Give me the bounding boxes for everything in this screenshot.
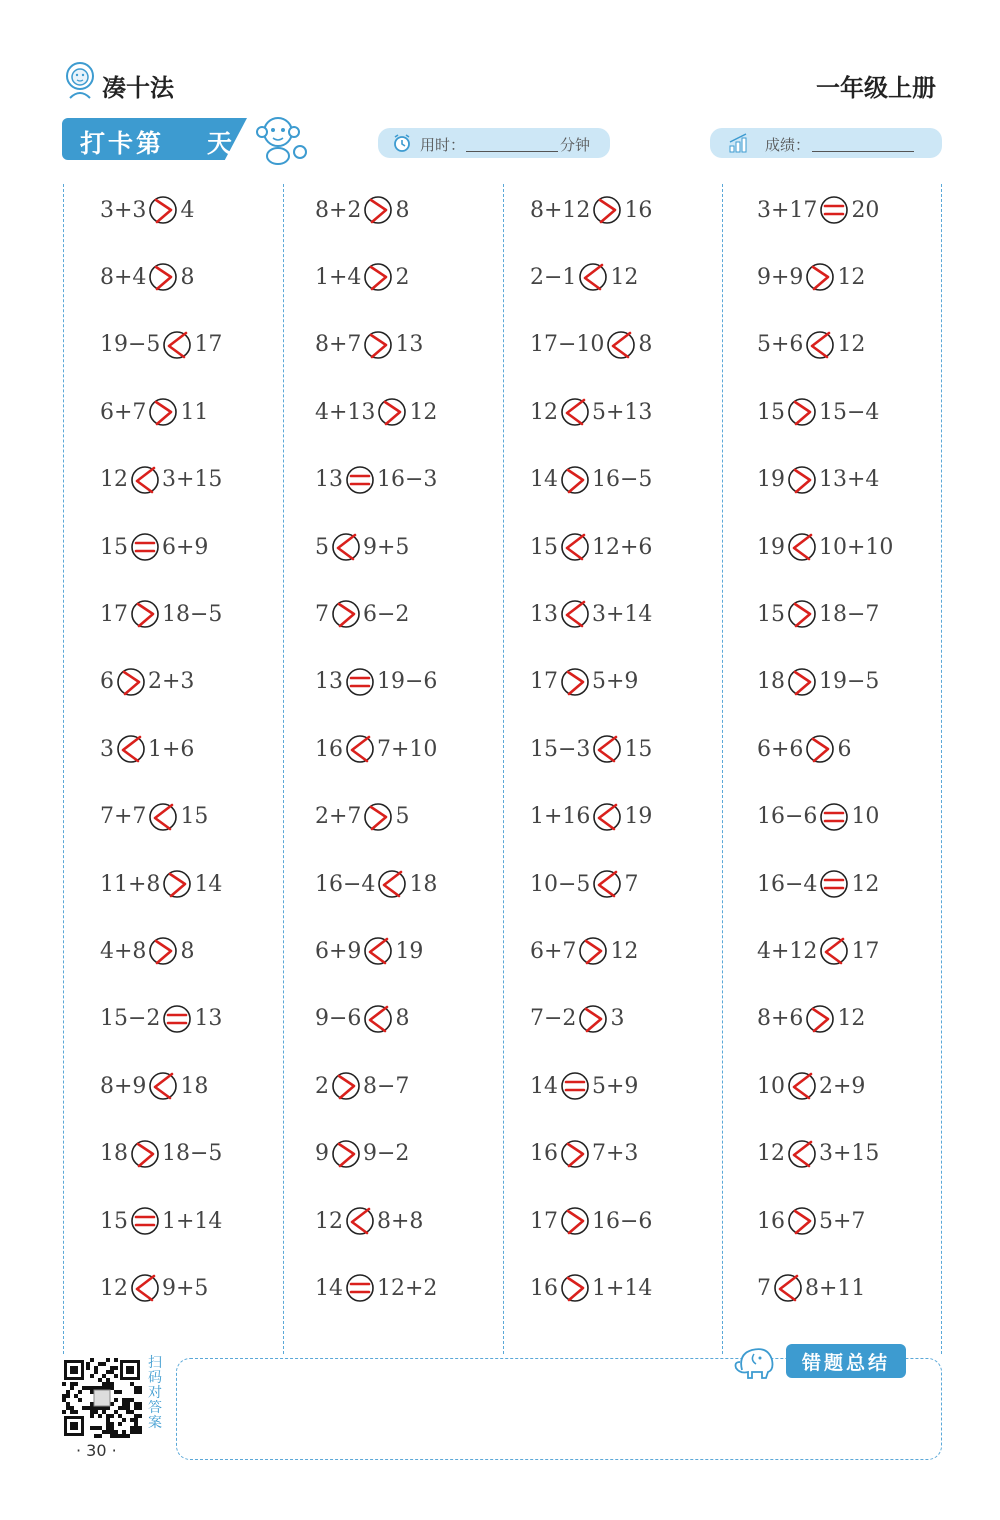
problem-left: 6+7 [100,399,147,425]
problem-left: 18 [100,1141,128,1167]
problem-row [757,1203,865,1239]
problem-right: 13+4 [819,467,880,493]
problem-left: 7 [315,601,329,627]
problem-left: 16 [530,1275,558,1301]
problem-left: 8+7 [315,332,362,358]
problem-right: 3 [610,1006,625,1032]
problem-right: 9+5 [162,1275,209,1301]
greater-than-mark-icon[interactable] [787,599,817,629]
problem-right: 16 [624,197,653,223]
problem-row [530,933,638,969]
problem-left: 12 [100,1275,128,1301]
problem-row [530,394,652,430]
problem-right: 7+10 [377,736,438,762]
problem-left: 13 [315,669,343,695]
problem-row [530,799,652,835]
greater-than-mark-icon[interactable] [162,869,192,899]
problem-row [100,1136,222,1172]
greater-than-mark-icon[interactable] [787,667,817,697]
problem-row [530,664,638,700]
banner-text-left: 打卡第 [80,129,165,158]
score-input-line[interactable] [812,151,914,152]
problem-row [530,1136,638,1172]
problem-right: 8 [180,264,195,290]
problem-right: 10+10 [819,534,894,560]
problem-left: 9+9 [757,264,804,290]
problem-row [100,1203,222,1239]
less-than-mark-icon[interactable] [773,1273,803,1303]
problem-left: 8+9 [100,1073,147,1099]
problem-row [100,664,194,700]
problem-row [315,933,423,969]
greater-than-mark-icon[interactable] [578,1004,608,1034]
problem-left: 12 [315,1208,343,1234]
greater-than-mark-icon[interactable] [805,1004,835,1034]
problem-right: 12 [837,1006,866,1032]
problem-right: 17 [851,938,880,964]
greater-than-mark-icon[interactable] [130,599,160,629]
greater-than-mark-icon[interactable] [787,397,817,427]
greater-than-mark-icon[interactable] [148,397,178,427]
problem-row [315,1203,423,1239]
less-than-mark-icon[interactable] [116,734,146,764]
problem-right: 5+9 [592,1073,639,1099]
less-than-mark-icon[interactable] [606,330,636,360]
problem-left: 14 [530,467,558,493]
problem-row [757,1270,865,1306]
problem-right: 18−5 [162,601,223,627]
equal-mark-icon[interactable] [345,465,375,495]
problem-left: 15 [757,601,785,627]
problem-row [757,664,879,700]
problem-left: 17 [530,1208,558,1234]
greater-than-mark-icon[interactable] [363,262,393,292]
greater-than-mark-icon[interactable] [130,1139,160,1169]
less-than-mark-icon[interactable] [345,734,375,764]
problem-left: 15 [100,534,128,560]
problem-row [315,1068,409,1104]
problem-row [757,731,851,767]
problem-right: 17 [194,332,223,358]
lion-mascot-icon [62,60,98,100]
problem-row [757,1068,865,1104]
problem-row [100,1270,208,1306]
alarm-clock-icon [392,133,412,153]
problem-left: 15−2 [100,1006,161,1032]
grade-label: 一年级上册 [816,74,936,102]
problem-row [530,259,638,295]
problem-left: 15 [530,534,558,560]
greater-than-mark-icon[interactable] [560,465,590,495]
problem-right: 12 [851,871,880,897]
greater-than-mark-icon[interactable] [787,465,817,495]
problem-left: 6+6 [757,736,804,762]
problem-right: 5 [395,804,410,830]
column-divider [63,184,64,1354]
problem-row [530,731,652,767]
problem-left: 9−6 [315,1006,362,1032]
problem-right: 6 [837,736,852,762]
problem-left: 16−6 [757,804,818,830]
greater-than-mark-icon[interactable] [560,1273,590,1303]
problem-row [315,1270,437,1306]
problem-row [757,1001,865,1037]
problem-row [757,1136,879,1172]
problem-row [315,462,437,498]
problem-row [315,731,437,767]
problem-left: 15−3 [530,736,591,762]
problem-right: 16−3 [377,467,438,493]
problem-left: 15 [757,399,785,425]
problem-right: 5+13 [592,399,653,425]
problem-right: 9+5 [363,534,410,560]
column-divider [941,184,942,1354]
problem-left: 7+7 [100,804,147,830]
problem-right: 6−2 [363,601,410,627]
problem-right: 2+9 [819,1073,866,1099]
problem-row [100,327,222,363]
problem-row [100,1001,222,1037]
less-than-mark-icon[interactable] [787,532,817,562]
less-than-mark-icon[interactable] [130,465,160,495]
problem-left: 4+8 [100,938,147,964]
problem-left: 7 [757,1275,771,1301]
problem-row [100,866,222,902]
greater-than-mark-icon[interactable] [363,330,393,360]
problem-row [757,596,879,632]
problem-row [530,1001,624,1037]
banner-text-right: 天 [207,129,233,158]
problem-row [530,529,652,565]
problem-left: 4+13 [315,399,376,425]
greater-than-mark-icon[interactable] [560,667,590,697]
problem-right: 3+14 [592,601,653,627]
problem-right: 19 [395,938,424,964]
less-than-mark-icon[interactable] [560,397,590,427]
problem-right: 18−7 [819,601,880,627]
problem-row [530,1270,652,1306]
problem-row [315,799,409,835]
problem-row [757,799,879,835]
problem-row [100,596,222,632]
problem-row [100,799,208,835]
problem-row [100,462,222,498]
problem-row [757,462,879,498]
problem-right: 19 [624,804,653,830]
greater-than-mark-icon[interactable] [592,195,622,225]
greater-than-mark-icon[interactable] [377,397,407,427]
problem-row [530,192,652,228]
problem-left: 1+16 [530,804,591,830]
problem-left: 2 [315,1073,329,1099]
problem-left: 4+12 [757,938,818,964]
less-than-mark-icon[interactable] [805,330,835,360]
equal-mark-icon[interactable] [819,802,849,832]
problem-left: 14 [530,1073,558,1099]
greater-than-mark-icon[interactable] [148,262,178,292]
problem-right: 19−5 [819,669,880,695]
problem-row [315,1001,409,1037]
problem-left: 15 [100,1208,128,1234]
problem-row [100,394,208,430]
problem-row [757,933,879,969]
less-than-mark-icon[interactable] [787,1071,817,1101]
problem-row [757,394,879,430]
problem-right: 7 [624,871,639,897]
problem-right: 1+6 [148,736,195,762]
less-than-mark-icon[interactable] [377,869,407,899]
problem-right: 1+14 [592,1275,653,1301]
problem-right: 10 [851,804,880,830]
time-input-line[interactable] [466,151,558,152]
problem-right: 1+14 [162,1208,223,1234]
problem-right: 18 [409,871,438,897]
greater-than-mark-icon[interactable] [331,599,361,629]
problem-left: 8+6 [757,1006,804,1032]
problem-right: 13 [395,332,424,358]
problem-left: 7−2 [530,1006,577,1032]
less-than-mark-icon[interactable] [578,262,608,292]
problem-left: 3 [100,736,114,762]
greater-than-mark-icon[interactable] [805,262,835,292]
problem-row [100,1068,208,1104]
problem-right: 16−5 [592,467,653,493]
problem-left: 19 [757,467,785,493]
problem-row [530,1203,652,1239]
problem-left: 2−1 [530,264,577,290]
problem-row [100,192,194,228]
less-than-mark-icon[interactable] [363,1004,393,1034]
problem-right: 12 [610,938,639,964]
equal-mark-icon[interactable] [130,532,160,562]
column-divider [722,184,723,1354]
problem-right: 12 [610,264,639,290]
score-label: 成绩： [765,136,811,154]
problem-right: 12+2 [377,1275,438,1301]
problem-left: 3+3 [100,197,147,223]
problem-right: 8−7 [363,1073,410,1099]
problem-right: 20 [851,197,880,223]
equal-mark-icon[interactable] [345,1273,375,1303]
problem-right: 11 [180,399,209,425]
problem-right: 15 [624,736,653,762]
elephant-icon [732,1340,782,1380]
problem-left: 16 [757,1208,785,1234]
problem-row [315,327,423,363]
problem-right: 2+3 [148,669,195,695]
less-than-mark-icon[interactable] [162,330,192,360]
problem-right: 19−6 [377,669,438,695]
less-than-mark-icon[interactable] [560,532,590,562]
less-than-mark-icon[interactable] [592,802,622,832]
problem-row [530,866,638,902]
problem-left: 5+6 [757,332,804,358]
mistake-summary-label: 错题总结 [786,1344,906,1378]
less-than-mark-icon[interactable] [592,734,622,764]
problem-row [100,259,194,295]
greater-than-mark-icon[interactable] [805,734,835,764]
greater-than-mark-icon[interactable] [331,1071,361,1101]
problem-left: 10 [757,1073,785,1099]
equal-mark-icon[interactable] [819,869,849,899]
equal-mark-icon[interactable] [162,1004,192,1034]
greater-than-mark-icon[interactable] [363,195,393,225]
less-than-mark-icon[interactable] [819,936,849,966]
problem-row [315,1136,409,1172]
less-than-mark-icon[interactable] [345,1206,375,1236]
equal-mark-icon[interactable] [819,195,849,225]
problem-row [757,529,893,565]
problem-row [315,192,409,228]
problem-left: 2+7 [315,804,362,830]
greater-than-mark-icon[interactable] [148,936,178,966]
problem-row [315,394,437,430]
problem-row [530,462,652,498]
less-than-mark-icon[interactable] [331,532,361,562]
section-title: 凑十法 [102,74,174,102]
less-than-mark-icon[interactable] [560,599,590,629]
problem-left: 6+9 [315,938,362,964]
problem-left: 16−4 [757,871,818,897]
problem-right: 2 [395,264,410,290]
greater-than-mark-icon[interactable] [578,936,608,966]
time-label: 用时： [420,136,466,154]
problem-right: 13 [194,1006,223,1032]
equal-mark-icon[interactable] [560,1071,590,1101]
equal-mark-icon[interactable] [345,667,375,697]
problem-right: 14 [194,871,223,897]
greater-than-mark-icon[interactable] [787,1206,817,1236]
bar-chart-icon [728,132,750,154]
less-than-mark-icon[interactable] [130,1273,160,1303]
problem-left: 17 [100,601,128,627]
problem-right: 9−2 [363,1141,410,1167]
problem-right: 12 [409,399,438,425]
greater-than-mark-icon[interactable] [148,195,178,225]
problem-right: 7+3 [592,1141,639,1167]
problem-left: 17−10 [530,332,605,358]
problem-right: 15 [180,804,209,830]
problem-row [315,664,437,700]
greater-than-mark-icon[interactable] [116,667,146,697]
problem-left: 8+2 [315,197,362,223]
problem-row [315,596,409,632]
problem-left: 14 [315,1275,343,1301]
problem-left: 10−5 [530,871,591,897]
greater-than-mark-icon[interactable] [363,802,393,832]
time-unit: 分钟 [560,136,591,154]
column-divider [283,184,284,1354]
qr-code-icon[interactable] [62,1358,142,1438]
problem-row [757,327,865,363]
problem-row [315,529,409,565]
problem-row [315,866,437,902]
problem-left: 16 [315,736,343,762]
problem-right: 3+15 [162,467,223,493]
problem-row [315,259,409,295]
problem-left: 5 [315,534,329,560]
problem-right: 8 [395,197,410,223]
problem-left: 11+8 [100,871,161,897]
problem-left: 6 [100,669,114,695]
problem-right: 18 [180,1073,209,1099]
problem-left: 17 [530,669,558,695]
qr-caption: 扫码对答案 [148,1355,162,1431]
problem-right: 8+8 [377,1208,424,1234]
problem-left: 8+4 [100,264,147,290]
problem-right: 8 [395,1006,410,1032]
problem-left: 9 [315,1141,329,1167]
problem-left: 12 [757,1141,785,1167]
problem-row [100,731,194,767]
problem-right: 8 [180,938,195,964]
problem-right: 16−6 [592,1208,653,1234]
monkey-mascot-icon [252,112,310,166]
problem-left: 13 [530,601,558,627]
less-than-mark-icon[interactable] [592,869,622,899]
problem-row [757,259,865,295]
problem-left: 1+4 [315,264,362,290]
problem-left: 8+12 [530,197,591,223]
column-divider [503,184,504,1354]
less-than-mark-icon[interactable] [148,1071,178,1101]
problem-left: 12 [100,467,128,493]
equal-mark-icon[interactable] [130,1206,160,1236]
problem-left: 13 [315,467,343,493]
problem-right: 15−4 [819,399,880,425]
problem-right: 8 [638,332,653,358]
less-than-mark-icon[interactable] [148,802,178,832]
problem-left: 18 [757,669,785,695]
problem-row [757,192,879,228]
problem-left: 16−4 [315,871,376,897]
greater-than-mark-icon[interactable] [560,1139,590,1169]
problem-left: 19−5 [100,332,161,358]
problem-right: 18−5 [162,1141,223,1167]
problem-left: 16 [530,1141,558,1167]
greater-than-mark-icon[interactable] [560,1206,590,1236]
problem-left: 12 [530,399,558,425]
page-number: · 30 · [76,1441,117,1460]
problem-right: 3+15 [819,1141,880,1167]
problem-right: 4 [180,197,195,223]
problem-row [530,1068,638,1104]
problem-left: 3+17 [757,197,818,223]
problem-right: 12+6 [592,534,653,560]
greater-than-mark-icon[interactable] [331,1139,361,1169]
less-than-mark-icon[interactable] [787,1139,817,1169]
problem-left: 19 [757,534,785,560]
problem-right: 8+11 [805,1275,866,1301]
problem-left: 6+7 [530,938,577,964]
problem-row [100,933,194,969]
problem-row [757,866,879,902]
problem-right: 5+7 [819,1208,866,1234]
problem-row [100,529,208,565]
problem-row [530,596,652,632]
problem-right: 12 [837,264,866,290]
problem-right: 5+9 [592,669,639,695]
problem-row [530,327,652,363]
problem-right: 6+9 [162,534,209,560]
less-than-mark-icon[interactable] [363,936,393,966]
problem-right: 12 [837,332,866,358]
